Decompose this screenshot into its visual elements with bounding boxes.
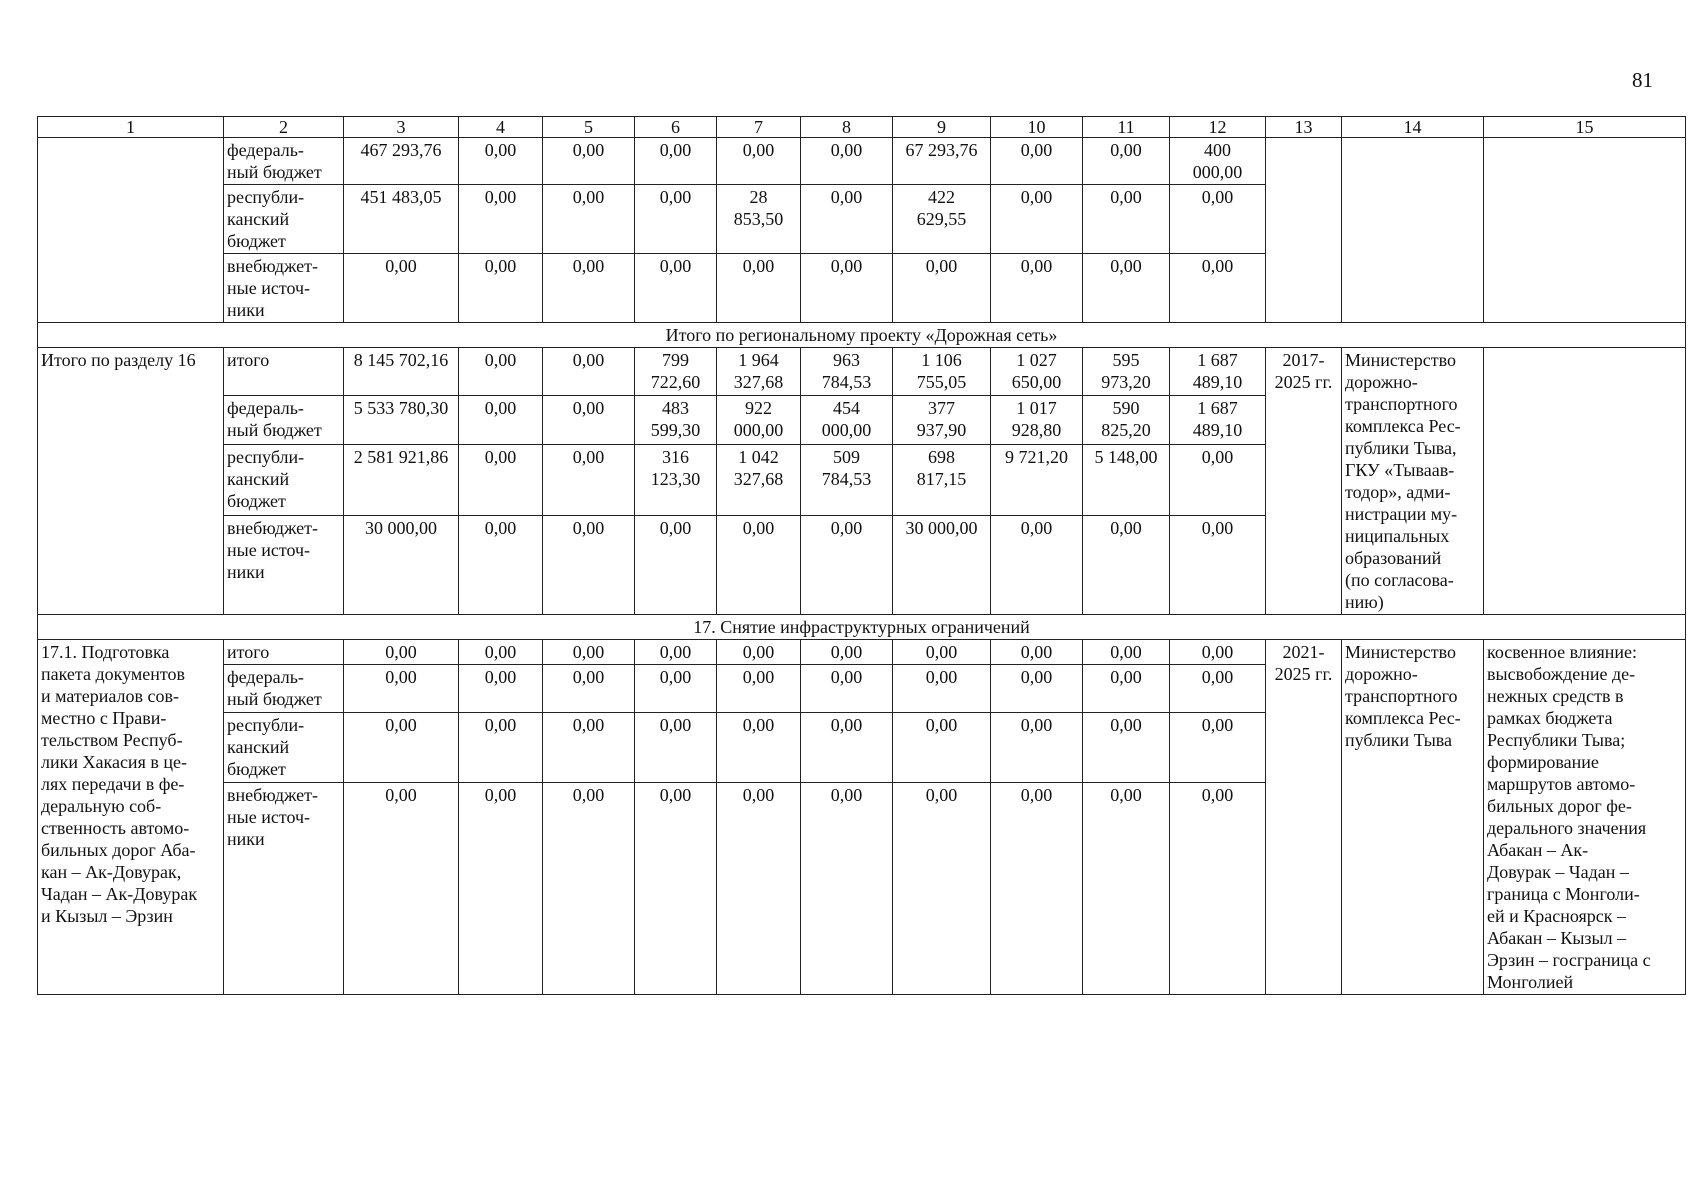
amount-cell: 2 581 921,86 — [344, 444, 459, 515]
amount-cell: 0,00 — [991, 712, 1083, 782]
amount-cell: 67 293,76 — [893, 138, 991, 185]
column-number-row — [38, 117, 1686, 138]
amount-cell: 0,00 — [801, 640, 893, 665]
amount-cell: 0,00 — [991, 185, 1083, 254]
funding-source: федераль- ный бюджет — [224, 396, 344, 444]
amount-cell: 0,00 — [991, 665, 1083, 713]
column-number: 5 — [543, 117, 635, 138]
amount-cell: 0,00 — [1083, 712, 1170, 782]
amount-cell: 0,00 — [635, 254, 717, 323]
amount-cell: 0,00 — [1083, 782, 1170, 994]
amount-cell: 799 722,60 — [635, 348, 717, 396]
amount-cell: 1 964 327,68 — [717, 348, 801, 396]
amount-cell: 0,00 — [543, 348, 635, 396]
amount-cell: 0,00 — [991, 782, 1083, 994]
column-number: 7 — [717, 117, 801, 138]
amount-cell: 0,00 — [635, 138, 717, 185]
amount-cell: 0,00 — [1170, 712, 1266, 782]
amount-cell: 0,00 — [893, 782, 991, 994]
amount-cell: 0,00 — [543, 396, 635, 444]
amount-cell: 0,00 — [635, 516, 717, 615]
table-row — [38, 138, 1686, 185]
amount-cell: 0,00 — [459, 782, 543, 994]
amount-cell: 0,00 — [459, 665, 543, 713]
amount-cell: 0,00 — [1083, 138, 1170, 185]
amount-cell: 0,00 — [459, 712, 543, 782]
amount-cell: 0,00 — [543, 254, 635, 323]
amount-cell: 0,00 — [543, 444, 635, 515]
amount-cell: 0,00 — [991, 138, 1083, 185]
amount-cell: 0,00 — [459, 185, 543, 254]
amount-cell: 0,00 — [1170, 444, 1266, 515]
amount-cell: 5 148,00 — [1083, 444, 1170, 515]
amount-cell: 0,00 — [1170, 640, 1266, 665]
amount-cell: 0,00 — [344, 782, 459, 994]
amount-cell: 0,00 — [893, 254, 991, 323]
executor-cell: Министерство дорожно- транспортного комплекса Рес- публики Тыва — [1342, 640, 1484, 995]
column-number: 9 — [893, 117, 991, 138]
amount-cell: 400 000,00 — [1170, 138, 1266, 185]
funding-source: итого — [224, 348, 344, 396]
amount-cell: 0,00 — [459, 348, 543, 396]
amount-cell: 377 937,90 — [893, 396, 991, 444]
amount-cell: 0,00 — [1083, 516, 1170, 615]
table-row — [38, 640, 1686, 665]
amount-cell: 0,00 — [717, 782, 801, 994]
funding-source: федераль- ный бюджет — [224, 138, 344, 185]
empty-cell — [38, 138, 224, 323]
column-number: 11 — [1083, 117, 1170, 138]
column-number: 13 — [1266, 117, 1342, 138]
amount-cell: 0,00 — [1170, 665, 1266, 713]
amount-cell: 595 973,20 — [1083, 348, 1170, 396]
amount-cell: 483 599,30 — [635, 396, 717, 444]
amount-cell: 0,00 — [543, 138, 635, 185]
column-number: 14 — [1342, 117, 1484, 138]
amount-cell: 0,00 — [543, 185, 635, 254]
empty-cell — [1484, 348, 1686, 615]
amount-cell: 316 123,30 — [635, 444, 717, 515]
period-cell: 2021- 2025 гг. — [1266, 640, 1342, 995]
amount-cell: 963 784,53 — [801, 348, 893, 396]
empty-cell — [1266, 138, 1342, 323]
amount-cell: 0,00 — [543, 640, 635, 665]
activity-label: 17.1. Подготовка пакета документов и материалов сов- местно с Прави- тельством Респуб- лики Хакасия в це- лях передачи в фе- деральную соб- ственность автомо- бильных дорог Аба- кан – Ак-Довурак, Чадан – Ак-Довурак и Кызыл – Эрзин — [38, 640, 224, 995]
regional-total-title — [38, 323, 1686, 348]
amount-cell: 0,00 — [635, 782, 717, 994]
amount-cell: 0,00 — [717, 138, 801, 185]
amount-cell: 0,00 — [635, 185, 717, 254]
result-cell: косвенное влияние: высвобождение де- нежных средств в рамках бюджета Республики Тыва; формирование маршрутов автомо- бильных дорог фе- дерального значения Абакан – Ак- Довурак – Чадан – граница с Монголи- ей и Красноярск – Абакан – Кызыл – Эрзин – госграница с Монголией — [1484, 640, 1686, 995]
amount-cell: 590 825,20 — [1083, 396, 1170, 444]
amount-cell: 5 533 780,30 — [344, 396, 459, 444]
executor-cell: Министерство дорожно- транспортного комплекса Рес- публики Тыва, ГКУ «Тываав- тодор», адми- нистрации му- ниципальных образований (по согласова- нию) — [1342, 348, 1484, 615]
amount-cell: 0,00 — [991, 640, 1083, 665]
column-number: 8 — [801, 117, 893, 138]
amount-cell: 0,00 — [717, 712, 801, 782]
amount-cell: 454 000,00 — [801, 396, 893, 444]
amount-cell: 0,00 — [1170, 185, 1266, 254]
amount-cell: 1 687 489,10 — [1170, 348, 1266, 396]
column-number: 12 — [1170, 117, 1266, 138]
amount-cell: 1 027 650,00 — [991, 348, 1083, 396]
amount-cell: 0,00 — [344, 665, 459, 713]
empty-cell — [1484, 138, 1686, 323]
amount-cell: 0,00 — [801, 665, 893, 713]
amount-cell: 0,00 — [801, 782, 893, 994]
funding-source: республи- канский бюджет — [224, 185, 344, 254]
amount-cell: 0,00 — [543, 782, 635, 994]
amount-cell: 0,00 — [1083, 665, 1170, 713]
amount-cell: 0,00 — [635, 712, 717, 782]
amount-cell: 0,00 — [893, 665, 991, 713]
amount-cell: 0,00 — [344, 712, 459, 782]
amount-cell: 1 106 755,05 — [893, 348, 991, 396]
amount-cell: 0,00 — [459, 444, 543, 515]
amount-cell: 422 629,55 — [893, 185, 991, 254]
amount-cell: 0,00 — [1083, 185, 1170, 254]
funding-source: республи- канский бюджет — [224, 444, 344, 515]
amount-cell: 0,00 — [717, 665, 801, 713]
amount-cell: 1 042 327,68 — [717, 444, 801, 515]
page-number: 81 — [1632, 68, 1653, 92]
amount-cell: 1 687 489,10 — [1170, 396, 1266, 444]
section-17-title-text: 17. Снятие инфраструктурных ограничений — [38, 615, 1686, 640]
amount-cell: 0,00 — [991, 516, 1083, 615]
empty-cell — [1342, 138, 1484, 323]
amount-cell: 0,00 — [635, 665, 717, 713]
funding-source: внебюджет- ные источ- ники — [224, 254, 344, 323]
funding-source: внебюджет- ные источ- ники — [224, 782, 344, 994]
column-number: 3 — [344, 117, 459, 138]
amount-cell: 0,00 — [801, 516, 893, 615]
amount-cell: 0,00 — [991, 254, 1083, 323]
section-17-title — [38, 615, 1686, 640]
column-number: 6 — [635, 117, 717, 138]
amount-cell: 0,00 — [717, 516, 801, 615]
amount-cell: 451 483,05 — [344, 185, 459, 254]
section-total-label: Итого по разделу 16 — [38, 348, 224, 615]
amount-cell: 0,00 — [801, 185, 893, 254]
amount-cell: 0,00 — [459, 396, 543, 444]
amount-cell: 0,00 — [543, 665, 635, 713]
amount-cell: 0,00 — [893, 712, 991, 782]
amount-cell: 0,00 — [459, 640, 543, 665]
amount-cell: 0,00 — [459, 516, 543, 615]
amount-cell: 0,00 — [635, 640, 717, 665]
funding-source: республи- канский бюджет — [224, 712, 344, 782]
amount-cell: 0,00 — [1170, 782, 1266, 994]
amount-cell: 0,00 — [717, 640, 801, 665]
amount-cell: 0,00 — [893, 640, 991, 665]
amount-cell: 0,00 — [717, 254, 801, 323]
amount-cell: 0,00 — [344, 254, 459, 323]
column-number: 2 — [224, 117, 344, 138]
amount-cell: 1 017 928,80 — [991, 396, 1083, 444]
amount-cell: 0,00 — [801, 712, 893, 782]
table-body — [38, 117, 1686, 995]
column-number: 10 — [991, 117, 1083, 138]
column-number: 4 — [459, 117, 543, 138]
amount-cell: 9 721,20 — [991, 444, 1083, 515]
amount-cell: 467 293,76 — [344, 138, 459, 185]
amount-cell: 0,00 — [1170, 254, 1266, 323]
amount-cell: 509 784,53 — [801, 444, 893, 515]
budget-table — [37, 116, 1686, 995]
amount-cell: 30 000,00 — [893, 516, 991, 615]
amount-cell: 0,00 — [543, 516, 635, 615]
funding-source: федераль- ный бюджет — [224, 665, 344, 713]
amount-cell: 8 145 702,16 — [344, 348, 459, 396]
amount-cell: 698 817,15 — [893, 444, 991, 515]
column-number: 1 — [38, 117, 224, 138]
regional-total-title-text: Итого по региональному проекту «Дорожная сеть» — [38, 323, 1686, 348]
amount-cell: 0,00 — [459, 254, 543, 323]
amount-cell: 0,00 — [543, 712, 635, 782]
amount-cell: 0,00 — [801, 254, 893, 323]
column-number: 15 — [1484, 117, 1686, 138]
amount-cell: 0,00 — [801, 138, 893, 185]
table-row — [38, 348, 1686, 396]
amount-cell: 0,00 — [344, 640, 459, 665]
amount-cell: 0,00 — [1083, 640, 1170, 665]
amount-cell: 28 853,50 — [717, 185, 801, 254]
amount-cell: 30 000,00 — [344, 516, 459, 615]
amount-cell: 0,00 — [459, 138, 543, 185]
funding-source: итого — [224, 640, 344, 665]
period-cell: 2017- 2025 гг. — [1266, 348, 1342, 615]
amount-cell: 922 000,00 — [717, 396, 801, 444]
amount-cell: 0,00 — [1170, 516, 1266, 615]
funding-source: внебюджет- ные источ- ники — [224, 516, 344, 615]
amount-cell: 0,00 — [1083, 254, 1170, 323]
